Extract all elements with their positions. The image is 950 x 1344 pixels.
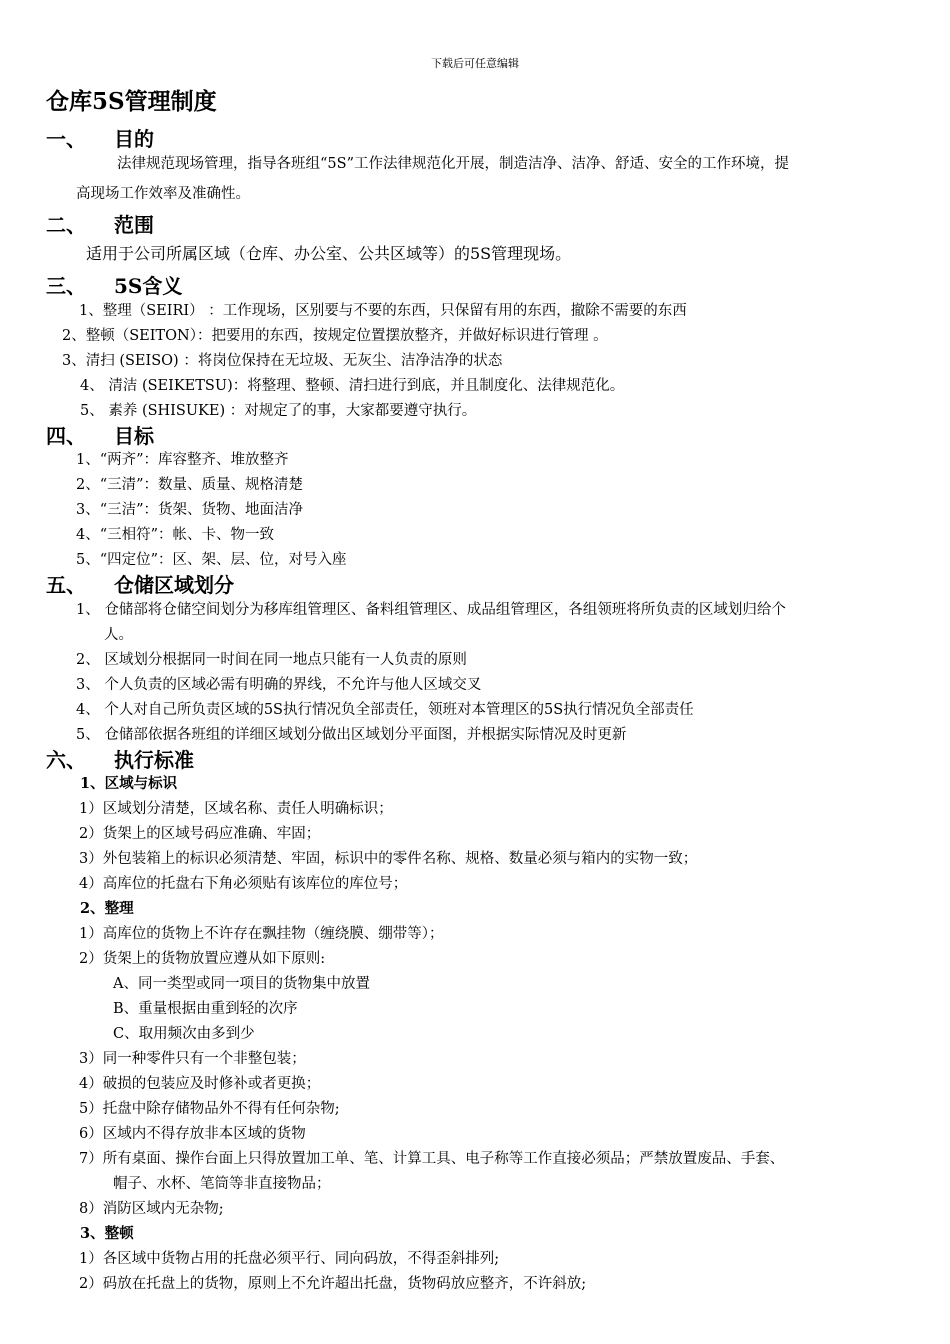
meaning-item: 4、 清洁 (SEIKETSU)：将整理、整顿、清扫进行到底，并且制度化、法律规范化。 <box>80 378 625 394</box>
meaning-item: 3、清扫 (SEISO) ：将岗位保持在无垃圾、无灰尘、洁净洁净的状态 <box>62 353 503 369</box>
scope-text: 适用于公司所属区域（仓库、办公室、公共区域等）的5S管理现场。 <box>86 244 572 263</box>
goal-item: 3、“三洁”：货架、货物、地面洁净 <box>76 502 304 518</box>
section-heading-meaning <box>46 270 182 299</box>
goal-item: 1、“两齐”：库容整齐、堆放整齐 <box>76 452 289 468</box>
goal-item: 4、“三相符”：帐、卡、物一致 <box>76 527 275 543</box>
section-heading-purpose <box>46 123 154 152</box>
section-title: 目标 <box>114 424 154 448</box>
page-header: 下载后可任意编辑 <box>431 57 519 70</box>
standard-item: 2）码放在托盘上的货物，原则上不允许超出托盘，货物码放应整齐，不许斜放; <box>79 1276 587 1292</box>
subsection-heading: 3、整顿 <box>80 1225 134 1242</box>
section-heading-zones <box>46 569 234 598</box>
standard-item: 1）高库位的货物上不许存在飘挂物（缠绕膜、绷带等）； <box>79 926 444 942</box>
section-number: 五、 <box>46 573 86 597</box>
standard-item: 1）各区域中货物占用的托盘必须平行、同向码放，不得歪斜排列; <box>79 1251 500 1267</box>
standard-subitem: A、同一类型或同一项目的货物集中放置 <box>113 976 370 992</box>
standard-item: 3）同一种零件只有一个非整包装； <box>79 1051 306 1067</box>
zone-item: 1、 仓储部将仓储空间划分为移库组管理区、备料组管理区、成品组管理区，各组领班将所负责的区域划归给个 <box>76 602 786 618</box>
section-title: 仓储区域划分 <box>114 573 234 597</box>
section-heading-scope <box>46 209 154 238</box>
standard-item: 2）货架上的区域号码应准确、牢固； <box>79 826 321 842</box>
section-number: 二、 <box>46 213 86 237</box>
standard-item: 2）货架上的货物放置应遵从如下原则: <box>79 951 326 967</box>
section-title: 5S含义 <box>114 274 183 298</box>
meaning-item: 5、 素养 (SHISUKE) ：对规定了的事，大家都要遵守执行。 <box>80 403 477 419</box>
subsection-heading: 2、整理 <box>80 900 134 917</box>
zone-item: 3、 个人负责的区域必需有明确的界线，不允许与他人区域交叉 <box>76 677 482 693</box>
section-title: 范围 <box>114 213 154 237</box>
purpose-line-2: 高现场工作效率及准确性。 <box>76 186 250 202</box>
standard-item: 1）区域划分清楚，区域名称、责任人明确标识； <box>79 801 393 817</box>
standard-subitem: C、取用频次由多到少 <box>113 1026 255 1042</box>
standard-item: 8）消防区域内无杂物; <box>79 1201 224 1217</box>
section-title: 执行标准 <box>114 748 194 772</box>
goal-item: 5、“四定位”：区、架、层、位，对号入座 <box>76 552 347 568</box>
section-number: 三、 <box>46 274 86 298</box>
standard-subitem: B、重量根据由重到轻的次序 <box>113 1001 298 1017</box>
meaning-item: 1、整理（SEIRI） ：工作现场，区别要与不要的东西，只保留有用的东西，撤除不需要的东西 <box>79 303 687 319</box>
zone-item: 4、 个人对自己所负责区域的5S执行情况负全部责任，领班对本管理区的5S执行情况负全部责任 <box>76 702 694 718</box>
section-number: 四、 <box>46 424 86 448</box>
subsection-heading: 1、区域与标识 <box>80 775 178 792</box>
zone-item: 5、 仓储部依据各班组的详细区域划分做出区域划分平面图，并根据实际情况及时更新 <box>76 727 627 743</box>
section-heading-standards <box>46 744 194 773</box>
zone-item: 2、 区域划分根据同一时间在同一地点只能有一人负责的原则 <box>76 652 467 668</box>
section-heading-goals <box>46 420 154 449</box>
standard-item: 7）所有桌面、操作台面上只得放置加工单、笔、计算工具、电子称等工作直接必须品；严禁放置废品、手套、 <box>79 1151 785 1167</box>
standard-item-continuation: 帽子、水杯、笔筒等非直接物品； <box>113 1176 331 1192</box>
standard-item: 4）破损的包装应及时修补或者更换； <box>79 1076 321 1092</box>
goal-item: 2、“三清”：数量、质量、规格清楚 <box>76 477 304 493</box>
zone-item-continuation: 人。 <box>104 627 133 643</box>
section-number: 六、 <box>46 748 86 772</box>
section-title: 目的 <box>114 127 154 151</box>
standard-item: 5）托盘中除存储物品外不得有任何杂物; <box>79 1101 340 1117</box>
standard-item: 6）区域内不得存放非本区域的货物 <box>79 1126 306 1142</box>
purpose-line-1: 法律规范现场管理，指导各班组“5S”工作法律规范化开展，制造洁净、洁净、舒适、安全的工作环境，提 <box>117 156 789 172</box>
document-title: 仓库5S管理制度 <box>46 88 217 115</box>
meaning-item: 2、整顿（SEITON）：把要用的东西，按规定位置摆放整齐，并做好标识进行管理 。 <box>62 328 608 344</box>
section-number: 一、 <box>46 127 86 151</box>
standard-item: 4）高库位的托盘右下角必须贴有该库位的库位号； <box>79 876 408 892</box>
standard-item: 3）外包装箱上的标识必须清楚、牢固，标识中的零件名称、规格、数量必须与箱内的实物一致； <box>79 851 698 867</box>
